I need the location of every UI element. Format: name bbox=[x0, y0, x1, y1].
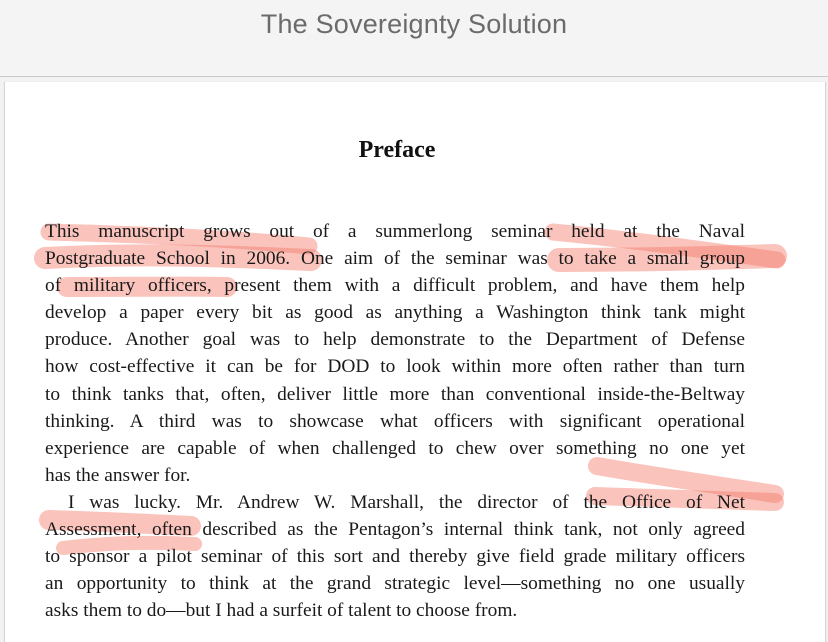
paragraph-2-line-5: asks them to do—but I had a surfeit of talent to choose from. bbox=[45, 597, 745, 624]
paragraph-1-line-6: how cost-effective it can be for DOD to look within more often rather than turn bbox=[45, 353, 745, 380]
paragraph-2-line-3: to sponsor a pilot seminar of this sort and thereby give field grade military officers bbox=[45, 543, 745, 570]
paragraph-2-line-2: Assessment, often described as the Pentagon’s internal think tank, not only agreed bbox=[45, 516, 745, 543]
paragraph-1-line-10: has the answer for. bbox=[45, 462, 745, 489]
document-header bbox=[0, 0, 828, 77]
paragraph-1-line-5: produce. Another goal was to help demonstrate to the Department of Defense bbox=[45, 326, 745, 353]
paragraph-2-line-1: I was lucky. Mr. Andrew W. Marshall, the director of the Office of Net bbox=[45, 489, 745, 516]
paragraph-1-line-4: develop a paper every bit as good as anything a Washington think tank might bbox=[45, 299, 745, 326]
document-page[interactable] bbox=[4, 82, 826, 642]
paragraph-2-line-4: an opportunity to think at the grand strategic level—something no one usually bbox=[45, 570, 745, 597]
preface-body bbox=[45, 218, 745, 624]
paragraph-1-line-9: experience are capable of when challenged to chew over something no one yet bbox=[45, 435, 745, 462]
paragraph-1-line-1: This manuscript grows out of a summerlong seminar held at the Naval bbox=[45, 218, 745, 245]
preface-heading: Preface bbox=[5, 137, 789, 164]
paragraph-1-line-2: Postgraduate School in 2006. One aim of the seminar was to take a small group bbox=[45, 245, 745, 272]
paragraph-1-line-3: of military officers, present them with a difficult problem, and have them help bbox=[45, 272, 745, 299]
paragraph-1-line-8: thinking. A third was to showcase what officers with significant operational bbox=[45, 408, 745, 435]
document-title: The Sovereignty Solution bbox=[0, 9, 828, 40]
paragraph-1-line-7: to think tanks that, often, deliver little more than conventional inside-the-Beltway bbox=[45, 381, 745, 408]
